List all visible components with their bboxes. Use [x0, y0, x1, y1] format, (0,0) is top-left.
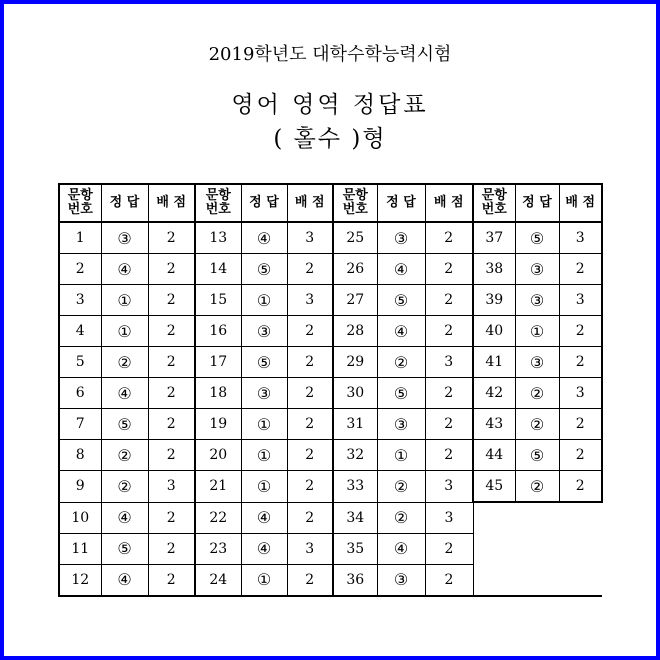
points-value: 2: [148, 378, 195, 409]
empty-cell: [559, 564, 602, 596]
header-row: [59, 184, 602, 222]
exam-title: 2019학년도 대학수학능력시험: [208, 44, 452, 65]
question-number: 7: [59, 409, 101, 440]
answer-choice: ②: [101, 440, 148, 471]
header-points: 배 점: [425, 184, 473, 222]
question-number: 26: [333, 254, 377, 285]
question-number: 25: [333, 222, 377, 254]
table-row: [59, 285, 602, 316]
points-value: 3: [287, 533, 333, 564]
answer-choice: ⑤: [101, 409, 148, 440]
points-value: 2: [425, 564, 473, 596]
answer-choice: ⑤: [101, 533, 148, 564]
header-question-no-line2: 번호: [205, 202, 231, 217]
answer-choice: ③: [101, 222, 148, 254]
header-question-no: [473, 184, 515, 222]
header-answer: 정 답: [101, 184, 148, 222]
answer-choice: ③: [377, 409, 425, 440]
question-number: 32: [333, 440, 377, 471]
question-number: 35: [333, 533, 377, 564]
question-number: 12: [59, 564, 101, 596]
question-number: 4: [59, 316, 101, 347]
points-value: 2: [148, 440, 195, 471]
empty-cell: [559, 502, 602, 533]
table-row: [59, 502, 602, 533]
answer-choice: ③: [241, 316, 287, 347]
header-answer: 정 답: [241, 184, 287, 222]
points-value: 2: [287, 378, 333, 409]
header-question-no-line1: 문항: [481, 188, 507, 203]
question-number: 38: [473, 254, 515, 285]
question-number: 14: [195, 254, 241, 285]
empty-cell: [515, 502, 559, 533]
header-question-no-line1: 문항: [342, 188, 368, 203]
points-value: 2: [287, 471, 333, 503]
points-value: 2: [287, 440, 333, 471]
question-number: 19: [195, 409, 241, 440]
subject-title: 영어 영역 정답표: [231, 92, 429, 118]
points-value: 2: [425, 378, 473, 409]
points-value: 2: [148, 316, 195, 347]
question-number: 33: [333, 471, 377, 503]
answer-choice: ①: [241, 471, 287, 503]
question-number: 43: [473, 409, 515, 440]
answer-choice: ④: [241, 222, 287, 254]
header-question-no: [59, 184, 101, 222]
header-question-no: [195, 184, 241, 222]
question-number: 44: [473, 440, 515, 471]
answer-choice: ④: [101, 502, 148, 533]
answer-choice: ④: [101, 378, 148, 409]
points-value: 2: [287, 316, 333, 347]
answer-choice: ①: [241, 564, 287, 596]
table-row: [59, 440, 602, 471]
points-value: 2: [148, 533, 195, 564]
points-value: 2: [559, 316, 602, 347]
points-value: 2: [148, 347, 195, 378]
header-question-no-line1: 문항: [67, 188, 93, 203]
answer-table: [58, 183, 603, 597]
points-value: 2: [559, 254, 602, 285]
answer-choice: ①: [241, 285, 287, 316]
answer-choice: ③: [377, 222, 425, 254]
answer-choice: ④: [377, 533, 425, 564]
points-value: 2: [148, 285, 195, 316]
table-row: [59, 471, 602, 503]
answer-choice: ③: [241, 378, 287, 409]
header-points: 배 점: [148, 184, 195, 222]
answer-choice: ⑤: [241, 254, 287, 285]
answer-choice: ①: [377, 440, 425, 471]
header-answer: 정 답: [515, 184, 559, 222]
answer-choice: ③: [377, 564, 425, 596]
points-value: 2: [287, 564, 333, 596]
header-question-no: [333, 184, 377, 222]
answer-choice: ②: [515, 378, 559, 409]
question-number: 1: [59, 222, 101, 254]
points-value: 2: [148, 502, 195, 533]
question-number: 45: [473, 471, 515, 503]
table-row: [59, 254, 602, 285]
points-value: 3: [287, 222, 333, 254]
table-row: [59, 409, 602, 440]
question-number: 6: [59, 378, 101, 409]
question-number: 24: [195, 564, 241, 596]
answer-choice: ②: [101, 471, 148, 503]
answer-choice: ④: [241, 502, 287, 533]
header-points: 배 점: [287, 184, 333, 222]
answer-choice: ②: [515, 471, 559, 503]
points-value: 2: [559, 471, 602, 503]
points-value: 2: [425, 316, 473, 347]
question-number: 41: [473, 347, 515, 378]
points-value: 2: [148, 564, 195, 596]
answer-choice: ④: [101, 564, 148, 596]
points-value: 3: [148, 471, 195, 503]
form-type: ( 홀수 )형: [273, 126, 387, 152]
points-value: 3: [559, 378, 602, 409]
table-row: [59, 533, 602, 564]
question-number: 42: [473, 378, 515, 409]
question-number: 8: [59, 440, 101, 471]
answer-choice: ①: [515, 316, 559, 347]
table-row: [59, 222, 602, 254]
answer-choice: ①: [101, 316, 148, 347]
header-question-no-line2: 번호: [481, 202, 507, 217]
points-value: 3: [425, 347, 473, 378]
points-value: 3: [425, 471, 473, 503]
points-value: 2: [559, 440, 602, 471]
points-value: 2: [425, 409, 473, 440]
points-value: 2: [148, 254, 195, 285]
answer-choice: ④: [377, 254, 425, 285]
answer-choice: ③: [515, 285, 559, 316]
table-row: [59, 347, 602, 378]
empty-cell: [559, 533, 602, 564]
table-row: [59, 378, 602, 409]
answer-choice: ①: [101, 285, 148, 316]
question-number: 40: [473, 316, 515, 347]
question-number: 5: [59, 347, 101, 378]
question-number: 11: [59, 533, 101, 564]
answer-choice: ③: [515, 347, 559, 378]
question-number: 17: [195, 347, 241, 378]
points-value: 2: [425, 222, 473, 254]
points-value: 2: [425, 285, 473, 316]
question-number: 10: [59, 502, 101, 533]
question-number: 30: [333, 378, 377, 409]
question-number: 34: [333, 502, 377, 533]
answer-choice: ②: [515, 409, 559, 440]
points-value: 2: [287, 502, 333, 533]
question-number: 29: [333, 347, 377, 378]
points-value: 2: [287, 347, 333, 378]
question-number: 27: [333, 285, 377, 316]
question-number: 23: [195, 533, 241, 564]
answer-choice: ②: [101, 347, 148, 378]
answer-choice: ⑤: [515, 222, 559, 254]
points-value: 2: [425, 254, 473, 285]
answer-choice: ④: [101, 254, 148, 285]
answer-choice: ①: [241, 409, 287, 440]
question-number: 21: [195, 471, 241, 503]
points-value: 3: [559, 222, 602, 254]
points-value: 2: [559, 347, 602, 378]
points-value: 3: [425, 502, 473, 533]
header-question-no-line2: 번호: [342, 202, 368, 217]
empty-cell: [473, 564, 515, 596]
points-value: 2: [148, 222, 195, 254]
answer-choice: ④: [241, 533, 287, 564]
points-value: 2: [425, 440, 473, 471]
empty-cell: [473, 502, 515, 533]
question-number: 16: [195, 316, 241, 347]
points-value: 3: [559, 285, 602, 316]
header-question-no-line1: 문항: [205, 188, 231, 203]
header-question-no-line2: 번호: [67, 202, 93, 217]
table-row: [59, 316, 602, 347]
answer-choice: ①: [241, 440, 287, 471]
answer-choice: ②: [377, 471, 425, 503]
points-value: 2: [287, 409, 333, 440]
question-number: 22: [195, 502, 241, 533]
points-value: 3: [287, 285, 333, 316]
question-number: 20: [195, 440, 241, 471]
question-number: 2: [59, 254, 101, 285]
empty-cell: [515, 533, 559, 564]
question-number: 13: [195, 222, 241, 254]
empty-cell: [473, 533, 515, 564]
question-number: 39: [473, 285, 515, 316]
header-answer: 정 답: [377, 184, 425, 222]
question-number: 28: [333, 316, 377, 347]
answer-choice: ⑤: [241, 347, 287, 378]
answer-choice: ②: [377, 502, 425, 533]
empty-cell: [515, 564, 559, 596]
question-number: 36: [333, 564, 377, 596]
points-value: 2: [287, 254, 333, 285]
question-number: 9: [59, 471, 101, 503]
question-number: 31: [333, 409, 377, 440]
header-points: 배 점: [559, 184, 602, 222]
points-value: 2: [559, 409, 602, 440]
answer-choice: ③: [515, 254, 559, 285]
question-number: 15: [195, 285, 241, 316]
answer-choice: ④: [377, 316, 425, 347]
table-row: [59, 564, 602, 596]
answer-choice: ⑤: [515, 440, 559, 471]
answer-choice: ⑤: [377, 378, 425, 409]
question-number: 3: [59, 285, 101, 316]
points-value: 2: [425, 533, 473, 564]
answer-choice: ⑤: [377, 285, 425, 316]
points-value: 2: [148, 409, 195, 440]
question-number: 18: [195, 378, 241, 409]
question-number: 37: [473, 222, 515, 254]
answer-choice: ②: [377, 347, 425, 378]
